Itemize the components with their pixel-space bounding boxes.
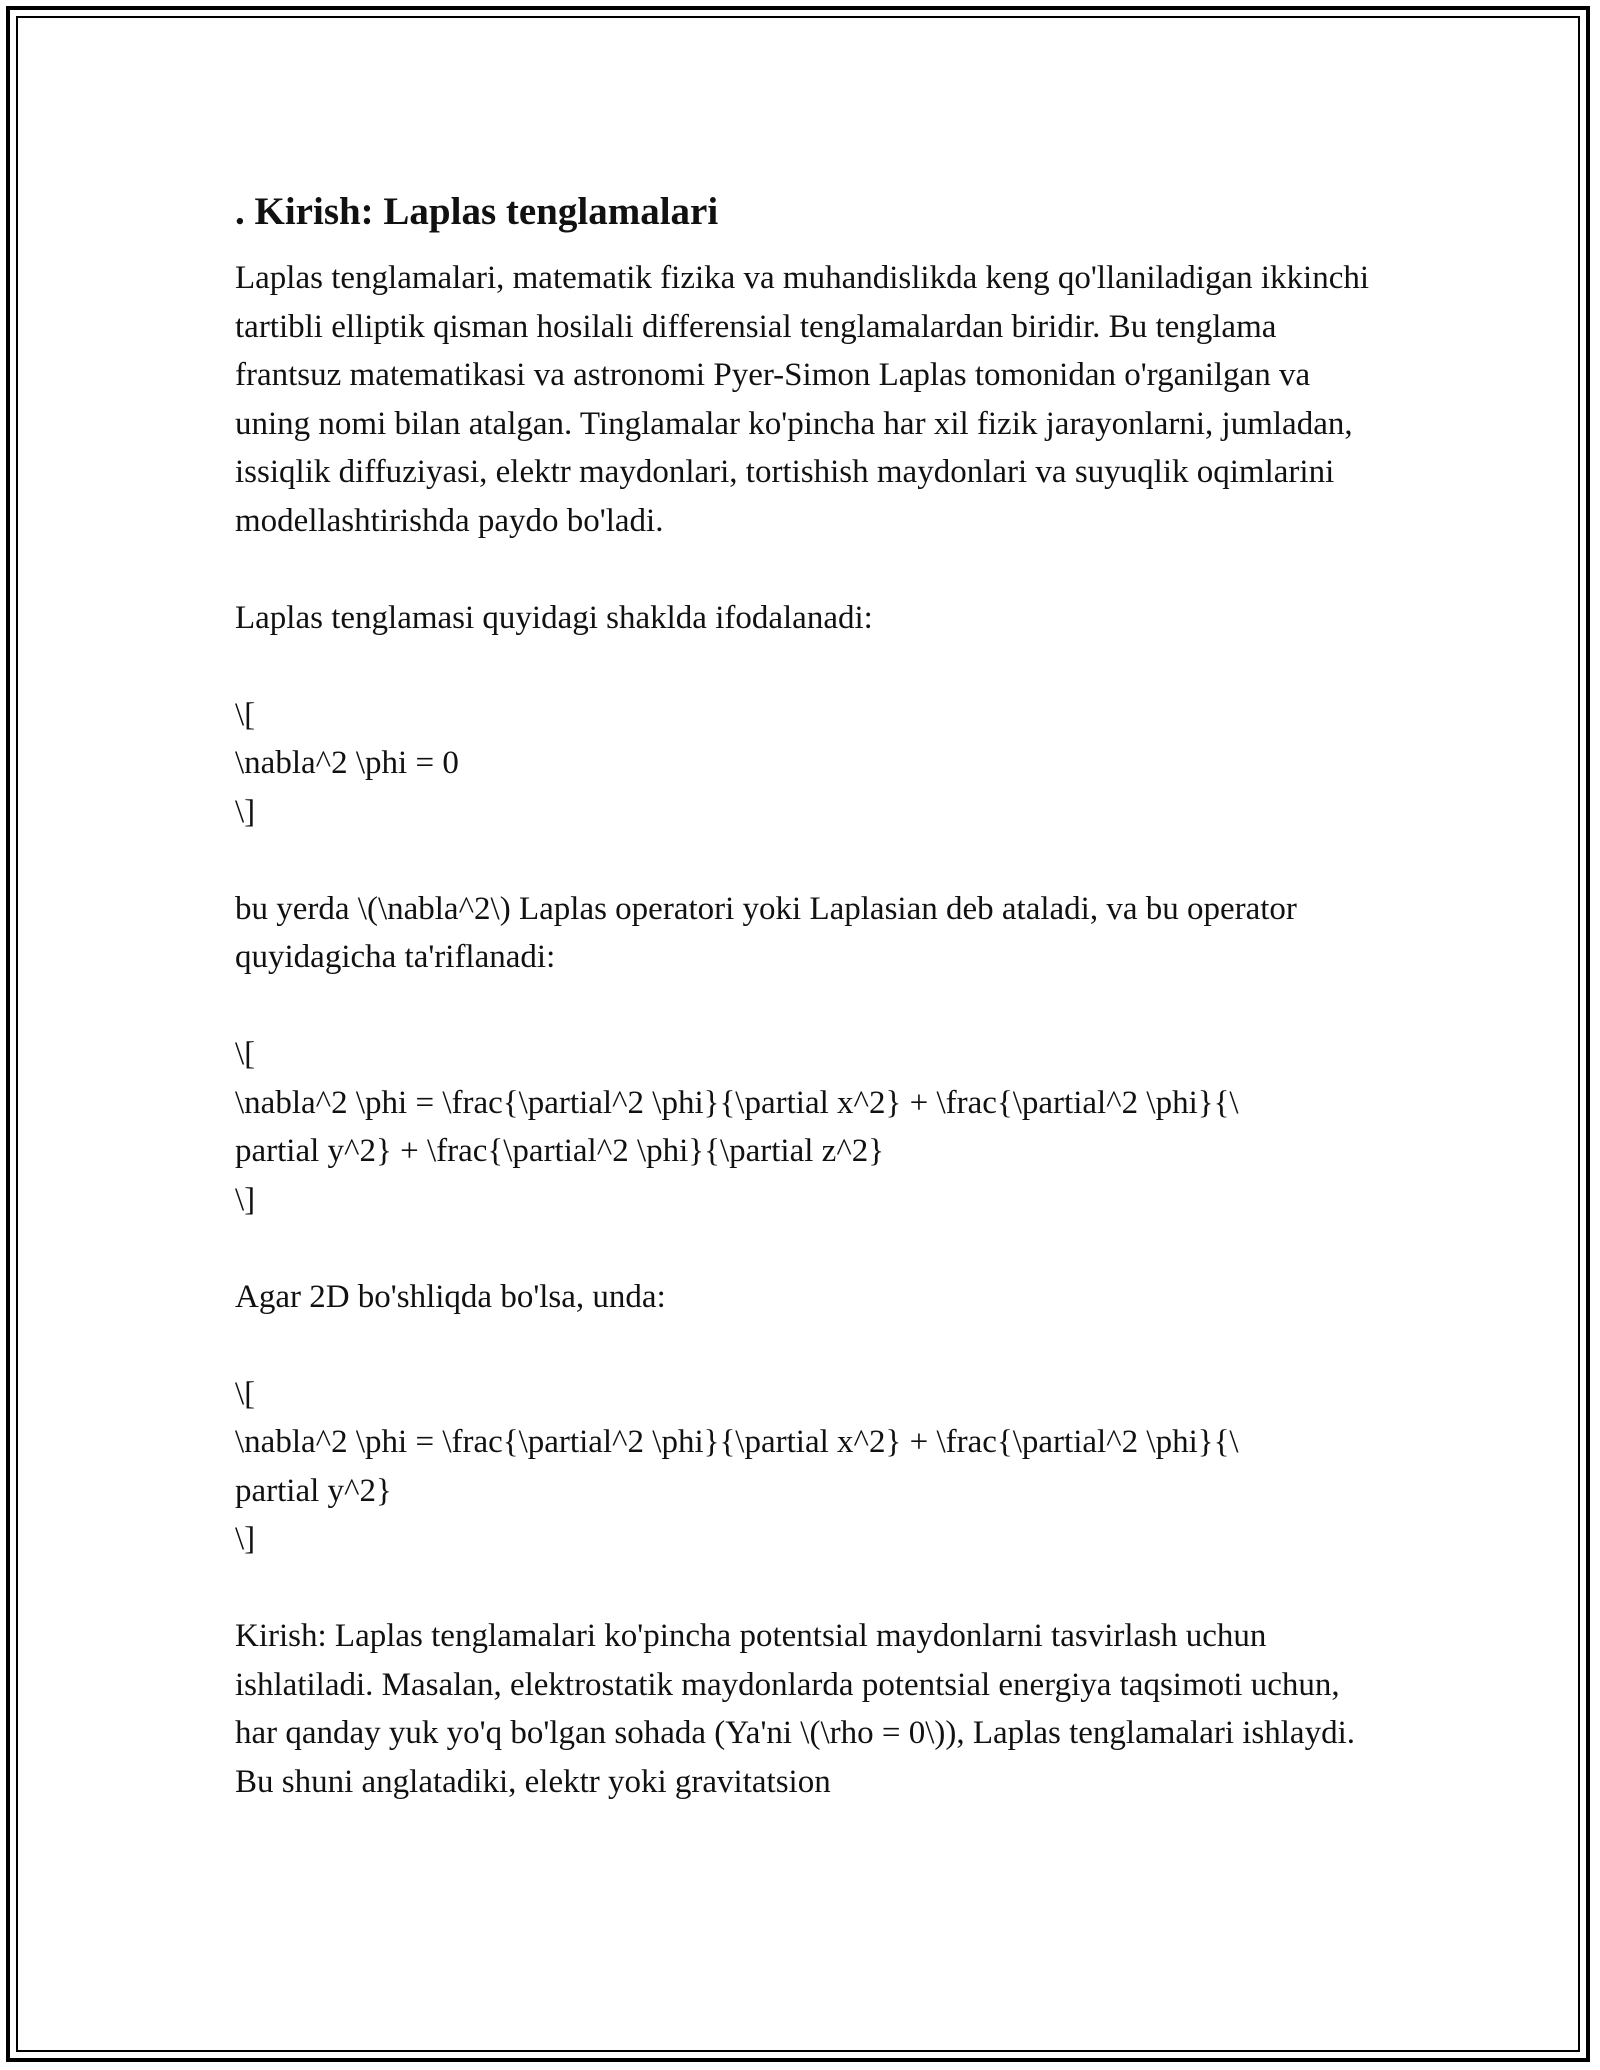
math-close-delimiter: \]	[235, 1521, 256, 1557]
math-open-delimiter: \[	[235, 1375, 256, 1412]
math-equation-line: \nabla^2 \phi = \frac{\partial^2 \phi}{\partial x^2} + \frac{\partial^2 \phi}{\	[235, 1084, 1239, 1121]
math-equation-line: \nabla^2 \phi = \frac{\partial^2 \phi}{\partial x^2} + \frac{\partial^2 \phi}{\	[235, 1424, 1239, 1460]
laplacian-2d-block	[235, 1370, 1375, 1564]
math-close-delimiter: \]	[235, 1181, 256, 1218]
math-equation-line: \nabla^2 \phi = 0	[235, 745, 459, 781]
intro-paragraph: Laplas tenglamalari, matematik fizika va muhandislikda keng qo'llaniladigan ikkinchi tartibli elliptik qisman hosilali differensial tenglamalardan biridir. Bu tenglama frantsuz matematikasi va astronomi Pyer-Simon Laplas tomonidan o'rganilgan va uning nomi bilan atalgan. Tinglamalar ko'pincha har xil fizik jarayonlarni, jumladan, issiqlik diffuziyasi, elektr maydonlari, tortishish maydonlari va suyuqlik oqimlarini modellashtirishda paydo bo'ladi.	[235, 260, 1370, 539]
laplacian-3d-block	[235, 1030, 1375, 1224]
math-equation-line: partial y^2}	[235, 1472, 392, 1509]
section-heading: . Kirish: Laplas tenglamalari	[235, 190, 719, 233]
laplace-equation-block	[235, 691, 1375, 837]
potential-fields-paragraph: Kirish: Laplas tenglamalari ko'pincha potentsial maydonlarni tasvirlash uchun ishlatiladi. Masalan, elektrostatik maydonlarda potentsial energiya taqsimoti uchun, har qanday yuk yo'q bo'lgan sohada (Ya'ni \(\rho = 0\)), Laplas tenglamalari ishlaydi. Bu shuni anglatadiki, elektr yoki gravitatsion	[235, 1618, 1356, 1800]
math-equation-line: partial y^2} + \frac{\partial^2 \phi}{\partial z^2}	[235, 1133, 885, 1169]
two-d-paragraph: Agar 2D bo'shliqda bo'lsa, unda:	[235, 1278, 666, 1315]
math-open-delimiter: \[	[235, 1036, 256, 1072]
equation-intro-paragraph: Laplas tenglamasi quyidagi shaklda ifodalanadi:	[235, 599, 873, 636]
math-close-delimiter: \]	[235, 793, 256, 830]
operator-definition-paragraph: bu yerda \(\nabla^2\) Laplas operatori yoki Laplasian deb ataladi, va bu operator quyidagicha ta'riflanadi:	[235, 890, 1297, 975]
math-open-delimiter: \[	[235, 696, 256, 733]
document-body	[235, 186, 1375, 1855]
